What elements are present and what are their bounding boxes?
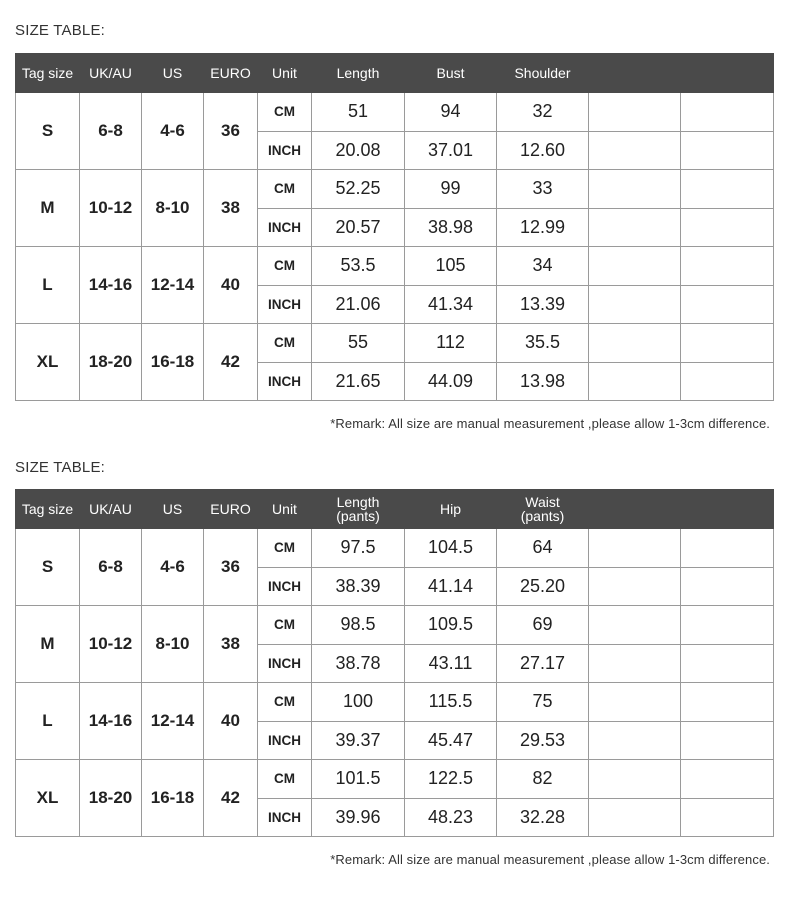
uk-au-cell: 14-16 xyxy=(80,683,142,760)
us-cell: 12-14 xyxy=(142,683,204,760)
waist-cell: 82 xyxy=(497,760,589,799)
euro-cell: 42 xyxy=(204,324,258,401)
header-hip: Hip xyxy=(405,490,497,529)
uk-au-cell: 10-12 xyxy=(80,170,142,247)
euro-cell: 40 xyxy=(204,683,258,760)
empty-cell xyxy=(589,93,681,132)
header-length: Length xyxy=(312,54,405,93)
header-tag-size: Tag size xyxy=(16,490,80,529)
header-empty xyxy=(589,54,681,93)
empty-cell xyxy=(589,567,681,606)
table-row xyxy=(16,760,774,799)
header-length-line2: (pants) xyxy=(336,508,380,524)
empty-cell xyxy=(589,606,681,645)
empty-cell xyxy=(681,567,774,606)
tag-size-cell: S xyxy=(16,529,80,606)
empty-cell xyxy=(681,131,774,170)
unit-cell: INCH xyxy=(258,362,312,401)
table-row xyxy=(16,683,774,722)
hip-cell: 45.47 xyxy=(405,721,497,760)
empty-cell xyxy=(589,285,681,324)
hip-cell: 41.14 xyxy=(405,567,497,606)
tag-size-cell: XL xyxy=(16,324,80,401)
header-length-pants xyxy=(312,490,405,529)
unit-cell: INCH xyxy=(258,644,312,683)
length-cell: 39.96 xyxy=(312,798,405,837)
tag-size-cell: L xyxy=(16,247,80,324)
unit-cell: CM xyxy=(258,683,312,722)
length-cell: 97.5 xyxy=(312,529,405,568)
empty-cell xyxy=(681,170,774,209)
empty-cell xyxy=(681,247,774,286)
empty-cell xyxy=(589,529,681,568)
length-cell: 39.37 xyxy=(312,721,405,760)
empty-cell xyxy=(681,324,774,363)
length-cell: 55 xyxy=(312,324,405,363)
bust-cell: 38.98 xyxy=(405,208,497,247)
length-cell: 38.39 xyxy=(312,567,405,606)
unit-cell: INCH xyxy=(258,131,312,170)
empty-cell xyxy=(681,362,774,401)
shoulder-cell: 13.98 xyxy=(497,362,589,401)
size-table-title-1: SIZE TABLE: xyxy=(15,22,106,39)
unit-cell: CM xyxy=(258,529,312,568)
header-unit: Unit xyxy=(258,490,312,529)
unit-cell: INCH xyxy=(258,208,312,247)
waist-cell: 75 xyxy=(497,683,589,722)
tag-size-cell: L xyxy=(16,683,80,760)
unit-cell: INCH xyxy=(258,721,312,760)
empty-cell xyxy=(681,529,774,568)
table-header-row xyxy=(16,490,774,529)
table-row xyxy=(16,324,774,363)
shoulder-cell: 13.39 xyxy=(497,285,589,324)
length-cell: 52.25 xyxy=(312,170,405,209)
unit-cell: CM xyxy=(258,606,312,645)
empty-cell xyxy=(589,170,681,209)
empty-cell xyxy=(681,644,774,683)
table-row xyxy=(16,606,774,645)
table-row xyxy=(16,170,774,209)
unit-cell: INCH xyxy=(258,285,312,324)
unit-cell: CM xyxy=(258,760,312,799)
uk-au-cell: 10-12 xyxy=(80,606,142,683)
empty-cell xyxy=(681,683,774,722)
us-cell: 16-18 xyxy=(142,324,204,401)
us-cell: 8-10 xyxy=(142,170,204,247)
us-cell: 4-6 xyxy=(142,529,204,606)
empty-cell xyxy=(589,644,681,683)
waist-cell: 32.28 xyxy=(497,798,589,837)
bust-cell: 112 xyxy=(405,324,497,363)
bust-cell: 37.01 xyxy=(405,131,497,170)
table-row xyxy=(16,93,774,132)
tag-size-cell: M xyxy=(16,606,80,683)
hip-cell: 48.23 xyxy=(405,798,497,837)
table-row xyxy=(16,529,774,568)
header-bust: Bust xyxy=(405,54,497,93)
uk-au-cell: 14-16 xyxy=(80,247,142,324)
header-euro: EURO xyxy=(204,54,258,93)
size-table-2 xyxy=(15,489,774,837)
empty-cell xyxy=(681,760,774,799)
header-empty xyxy=(589,490,681,529)
empty-cell xyxy=(589,247,681,286)
euro-cell: 36 xyxy=(204,93,258,170)
length-cell: 20.57 xyxy=(312,208,405,247)
remark-1: *Remark: All size are manual measurement ,please allow 1-3cm difference. xyxy=(330,416,770,431)
empty-cell xyxy=(589,798,681,837)
bust-cell: 105 xyxy=(405,247,497,286)
euro-cell: 36 xyxy=(204,529,258,606)
header-uk-au: UK/AU xyxy=(80,54,142,93)
unit-cell: CM xyxy=(258,247,312,286)
empty-cell xyxy=(589,721,681,760)
hip-cell: 104.5 xyxy=(405,529,497,568)
waist-cell: 64 xyxy=(497,529,589,568)
waist-cell: 69 xyxy=(497,606,589,645)
size-table-title-2: SIZE TABLE: xyxy=(15,459,106,476)
empty-cell xyxy=(681,285,774,324)
size-table-1 xyxy=(15,53,774,401)
header-empty xyxy=(681,490,774,529)
waist-cell: 29.53 xyxy=(497,721,589,760)
euro-cell: 38 xyxy=(204,170,258,247)
euro-cell: 40 xyxy=(204,247,258,324)
empty-cell xyxy=(681,93,774,132)
us-cell: 8-10 xyxy=(142,606,204,683)
header-unit: Unit xyxy=(258,54,312,93)
length-cell: 100 xyxy=(312,683,405,722)
table-header-row xyxy=(16,54,774,93)
shoulder-cell: 35.5 xyxy=(497,324,589,363)
unit-cell: INCH xyxy=(258,798,312,837)
length-cell: 51 xyxy=(312,93,405,132)
length-cell: 53.5 xyxy=(312,247,405,286)
empty-cell xyxy=(681,721,774,760)
unit-cell: INCH xyxy=(258,567,312,606)
empty-cell xyxy=(589,760,681,799)
length-cell: 20.08 xyxy=(312,131,405,170)
header-waist-line2: (pants) xyxy=(520,508,565,524)
empty-cell xyxy=(589,131,681,170)
hip-cell: 109.5 xyxy=(405,606,497,645)
bust-cell: 94 xyxy=(405,93,497,132)
length-cell: 38.78 xyxy=(312,644,405,683)
header-tag-size: Tag size xyxy=(16,54,80,93)
waist-cell: 27.17 xyxy=(497,644,589,683)
empty-cell xyxy=(681,208,774,247)
tag-size-cell: S xyxy=(16,93,80,170)
euro-cell: 42 xyxy=(204,760,258,837)
shoulder-cell: 32 xyxy=(497,93,589,132)
tag-size-cell: XL xyxy=(16,760,80,837)
uk-au-cell: 18-20 xyxy=(80,324,142,401)
shoulder-cell: 12.99 xyxy=(497,208,589,247)
unit-cell: CM xyxy=(258,93,312,132)
uk-au-cell: 18-20 xyxy=(80,760,142,837)
uk-au-cell: 6-8 xyxy=(80,93,142,170)
unit-cell: CM xyxy=(258,170,312,209)
hip-cell: 122.5 xyxy=(405,760,497,799)
shoulder-cell: 12.60 xyxy=(497,131,589,170)
bust-cell: 41.34 xyxy=(405,285,497,324)
length-cell: 101.5 xyxy=(312,760,405,799)
shoulder-cell: 34 xyxy=(497,247,589,286)
header-length-line1: Length xyxy=(336,494,380,510)
uk-au-cell: 6-8 xyxy=(80,529,142,606)
hip-cell: 43.11 xyxy=(405,644,497,683)
header-us: US xyxy=(142,54,204,93)
header-shoulder: Shoulder xyxy=(497,54,589,93)
tag-size-cell: M xyxy=(16,170,80,247)
bust-cell: 99 xyxy=(405,170,497,209)
header-uk-au: UK/AU xyxy=(80,490,142,529)
header-us: US xyxy=(142,490,204,529)
waist-cell: 25.20 xyxy=(497,567,589,606)
hip-cell: 115.5 xyxy=(405,683,497,722)
shoulder-cell: 33 xyxy=(497,170,589,209)
bust-cell: 44.09 xyxy=(405,362,497,401)
empty-cell xyxy=(681,798,774,837)
empty-cell xyxy=(589,208,681,247)
empty-cell xyxy=(589,362,681,401)
table-row xyxy=(16,247,774,286)
empty-cell xyxy=(589,324,681,363)
remark-2: *Remark: All size are manual measurement ,please allow 1-3cm difference. xyxy=(330,852,770,867)
length-cell: 21.06 xyxy=(312,285,405,324)
euro-cell: 38 xyxy=(204,606,258,683)
length-cell: 21.65 xyxy=(312,362,405,401)
us-cell: 16-18 xyxy=(142,760,204,837)
header-waist-pants xyxy=(497,490,589,529)
header-empty xyxy=(681,54,774,93)
us-cell: 4-6 xyxy=(142,93,204,170)
length-cell: 98.5 xyxy=(312,606,405,645)
header-euro: EURO xyxy=(204,490,258,529)
empty-cell xyxy=(589,683,681,722)
us-cell: 12-14 xyxy=(142,247,204,324)
unit-cell: CM xyxy=(258,324,312,363)
empty-cell xyxy=(681,606,774,645)
header-waist-line1: Waist xyxy=(525,494,560,510)
